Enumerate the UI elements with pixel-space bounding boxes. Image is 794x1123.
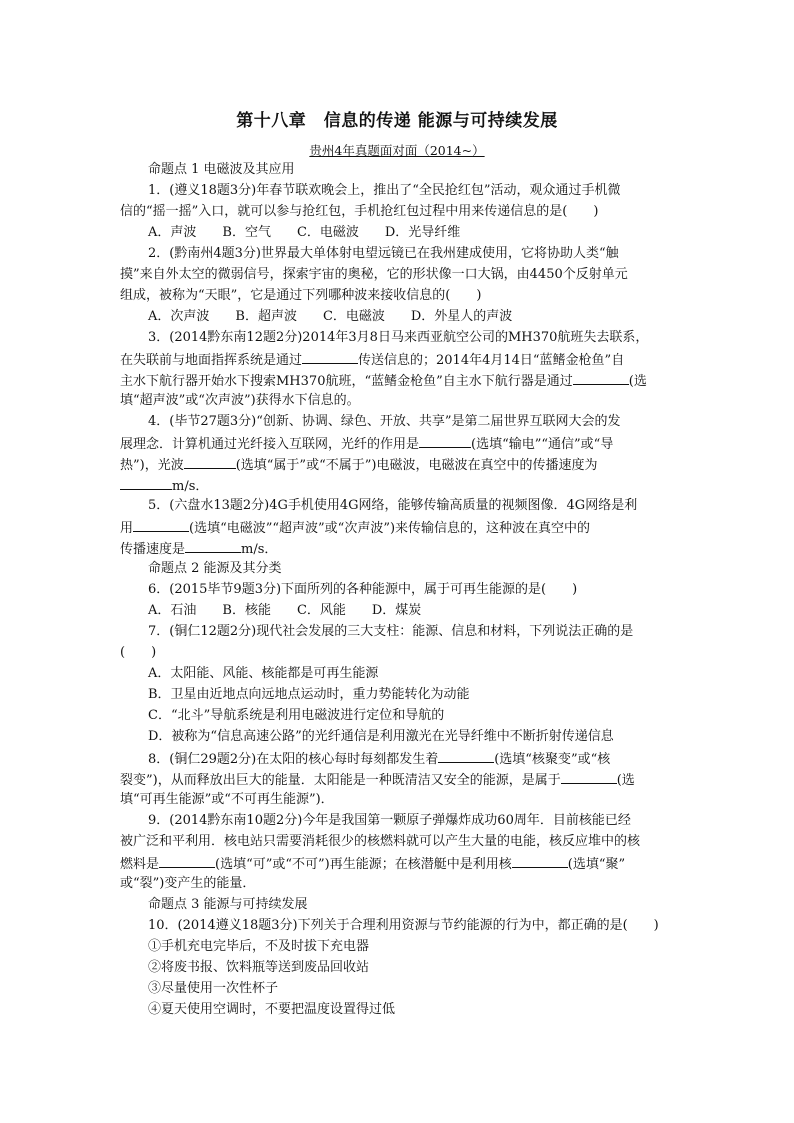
text-segment: 信的“摇一摇”入口，就可以参与抢红包，手机抢红包过程中用来传递信息的是( ) (120, 204, 599, 219)
section-subtitle (0, 141, 794, 159)
text-segment: (选填“可”或“不可”)再生能源；在核潜艇中是利用核 (215, 857, 512, 872)
answer-blank (419, 435, 471, 448)
text-segment: 裂变”)，从而释放出巨大的能量．太阳能是一种既清洁又安全的能源，是属于 (120, 773, 561, 788)
answer-blank (302, 351, 358, 364)
answer-blank (438, 750, 494, 763)
text-line (148, 981, 278, 997)
text-line (120, 393, 360, 409)
text-line (148, 939, 369, 955)
text-segment: 2．(黔南州4题3分)世界最大单体射电望远镜已在我州建成使用，它将协助人类“触 (148, 246, 619, 261)
text-segment: 10．(2014遵义18题3分)下列关于合理利用资源与节约能源的行为中，都正确的是( ) (148, 918, 659, 933)
text-line (120, 435, 613, 453)
text-line (148, 897, 308, 913)
text-segment: A．声波 B．空气 C．电磁波 D．光导纤维 (148, 225, 461, 240)
text-segment: 被广泛和平利用．核电站只需要消耗很少的核燃料就可以产生大量的电能，核反应堆中的核 (120, 834, 641, 849)
text-segment: 命题点 1 电磁波及其应用 (148, 162, 295, 177)
text-segment: 5．(六盘水13题2分)4G手机使用4G网络，能够传输高质量的视频图像．4G网络是利 (148, 498, 638, 513)
answer-blank (133, 519, 189, 532)
answer-blank (159, 855, 215, 868)
answer-blank (120, 477, 172, 490)
text-segment: ④夏天使用空调时，不要把温度设置得过低 (148, 1002, 396, 1017)
text-segment: (选填“电磁波”“超声波”或“次声波”)来传输信息的，这种波在真空中的 (189, 521, 591, 536)
text-segment: 组成，被称为“天眼”，它是通过下列哪种波来接收信息的( ) (120, 288, 482, 303)
text-segment: (选 (616, 773, 635, 788)
text-line (120, 477, 208, 495)
text-line (148, 414, 621, 430)
text-line (148, 225, 460, 241)
chapter-title: 第十八章 信息的传递 能源与可持续发展 (236, 111, 558, 131)
text-segment: 填“超声波”或“次声波”)获得水下信息的。 (120, 393, 360, 408)
text-segment: 8．(铜仁29题2分)在太阳的核心每时每刻都发生着 (148, 752, 439, 767)
text-line (120, 456, 597, 474)
text-line (120, 351, 624, 369)
text-segment: (选填“属于”或“不属于”)电磁波，电磁波在真空中的传播速度为 (235, 458, 598, 473)
text-segment: m/s． (172, 479, 209, 494)
text-line (148, 729, 614, 745)
text-segment: 9．(2014黔东南10题2分)今年是我国第一颗原子弹爆炸成功60周年．目前核能已经 (148, 813, 631, 828)
text-line (148, 561, 282, 577)
text-segment: 燃料是 (120, 857, 160, 872)
text-line (148, 603, 421, 619)
text-segment: 主水下航行器开始水下搜索MH370航班，“蓝鳍金枪鱼”自主水下航行器是通过 (120, 374, 573, 389)
text-segment: 在失联前与地面指挥系统是通过 (120, 353, 303, 368)
answer-blank (561, 771, 617, 784)
text-segment: 传播速度是 (120, 542, 186, 557)
text-line (120, 267, 628, 283)
answer-blank (573, 372, 629, 385)
text-line (148, 330, 648, 346)
text-line (148, 183, 621, 199)
text-line (148, 498, 637, 514)
text-segment: C．“北斗”导航系统是利用电磁波进行定位和导航的 (148, 708, 445, 723)
text-segment: ( ) (120, 645, 157, 660)
text-segment: 1．(遵义18题3分)年春节联欢晚会上，推出了“全民抢红包”活动，观众通过手机微 (148, 183, 621, 198)
text-segment: A．石油 B．核能 C．风能 D．煤炭 (148, 603, 422, 618)
text-segment: ①手机充电完毕后，不及时拔下充电器 (148, 939, 370, 954)
text-segment: 用 (120, 521, 134, 536)
text-segment: 传送信息的；2014年4月14日“蓝鳍金枪鱼”自 (358, 353, 625, 368)
text-segment: D．被称为“信息高速公路”的光纤通信是利用激光在光导纤维中不断折射传递信息 (148, 729, 614, 744)
text-segment: 6．(2015毕节9题3分)下面所列的各种能源中，属于可再生能源的是( ) (148, 582, 578, 597)
text-line (120, 834, 640, 850)
text-line (148, 1002, 395, 1018)
text-line (120, 771, 635, 789)
text-segment: A．太阳能、风能、核能都是可再生能源 (148, 666, 379, 681)
text-segment: (选填“输电”“通信”或“导 (471, 437, 614, 452)
text-segment: 填“可再生能源”或“不可再生能源”)． (120, 792, 334, 807)
text-line (148, 708, 444, 724)
text-segment: 热”)，光波 (120, 458, 184, 473)
text-line (148, 624, 633, 640)
section-subtitle-text: 贵州4年真题面对面（2014~） (309, 143, 485, 158)
text-line (148, 918, 659, 934)
text-line (148, 309, 512, 325)
text-line (148, 666, 378, 682)
text-line (120, 855, 625, 873)
text-segment: (选填“聚” (567, 857, 626, 872)
text-segment: 命题点 3 能源与可持续发展 (148, 897, 308, 912)
text-segment: ③尽量使用一次性杯子 (148, 981, 279, 996)
text-line (120, 792, 334, 808)
text-line (120, 519, 590, 537)
text-segment: 7．(铜仁12题2分)现代社会发展的三大支柱：能源、信息和材料，下列说法正确的是 (148, 624, 634, 639)
text-line (120, 204, 598, 220)
text-line (120, 372, 647, 390)
text-segment: (选 (628, 374, 647, 389)
text-segment: (选填“核聚变”或“核 (494, 752, 611, 767)
text-line (148, 582, 577, 598)
text-line (148, 246, 619, 262)
text-line (148, 162, 295, 178)
text-segment: ②将废书报、饮料瓶等送到废品回收站 (148, 960, 370, 975)
text-line (148, 813, 631, 829)
text-line (120, 540, 277, 558)
answer-blank (184, 456, 236, 469)
text-line (148, 960, 369, 976)
text-segment: 命题点 2 能源及其分类 (148, 561, 282, 576)
text-segment: 或“裂”)变产生的能量． (120, 876, 256, 891)
text-line (120, 876, 255, 892)
text-segment: 3．(2014黔东南12题2分)2014年3月8日马来西亚航空公司的MH370航班失去联系， (148, 330, 649, 345)
answer-blank (512, 855, 568, 868)
text-line (120, 288, 481, 304)
text-segment: 4．(毕节27题3分)“创新、协调、绿色、开放、共享”是第二届世界互联网大会的发 (148, 414, 621, 429)
text-segment: B．卫星由近地点向远地点运动时，重力势能转化为动能 (148, 687, 470, 702)
text-segment: 摸”来自外太空的微弱信号，探索宇宙的奥秘，它的形状像一口大锅，由4450个反射单元 (120, 267, 628, 282)
text-segment: 展理念．计算机通过光纤接入互联网，光纤的作用是 (120, 437, 420, 452)
text-line (148, 687, 470, 703)
text-segment: m/s． (241, 542, 278, 557)
text-line (148, 750, 610, 768)
answer-blank (185, 540, 241, 553)
text-segment: A．次声波 B．超声波 C．电磁波 D．外星人的声波 (148, 309, 513, 324)
text-line (120, 645, 156, 661)
